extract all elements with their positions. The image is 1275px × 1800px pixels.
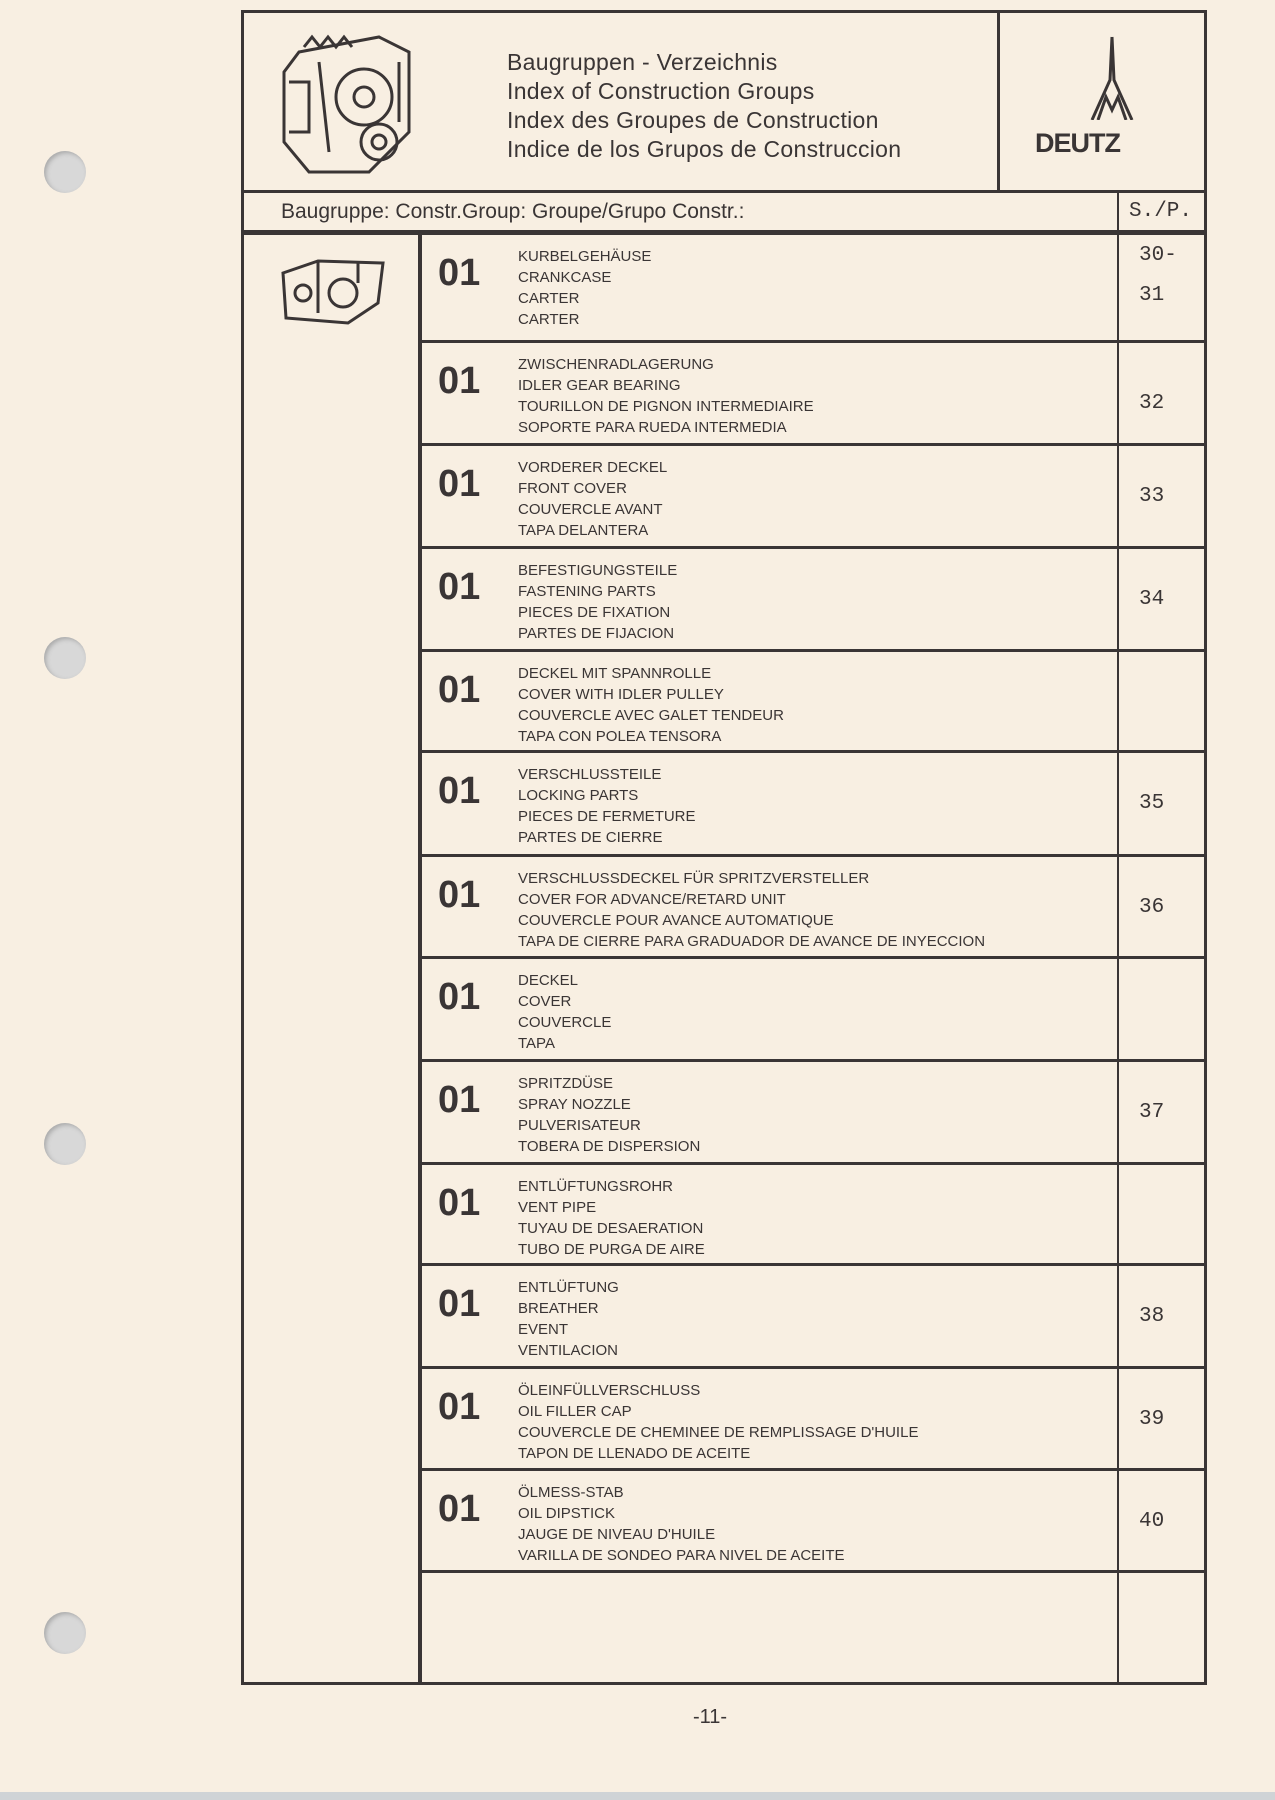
- logo-text: DEUTZ: [1035, 128, 1120, 158]
- description-line: VENT PIPE: [518, 1199, 597, 1216]
- page-reference-cell: [1117, 1165, 1207, 1263]
- description-line: JAUGE DE NIVEAU D'HUILE: [518, 1526, 716, 1543]
- description-line: TAPON DE LLENADO DE ACEITE: [518, 1445, 751, 1462]
- description-line: LOCKING PARTS: [518, 787, 639, 804]
- deutz-logo: [1030, 35, 1190, 165]
- group-number: 01: [438, 1182, 481, 1224]
- group-description: [518, 457, 1108, 541]
- group-number: 01: [438, 1488, 481, 1530]
- description-line: TUYAU DE DESAERATION: [518, 1220, 704, 1237]
- column-header-row: [241, 193, 1207, 235]
- group-description: [518, 1482, 1108, 1566]
- group-description: [518, 1073, 1108, 1157]
- title-fr: Index des Groupes de Construction: [507, 107, 879, 133]
- page-reference-cell: [1117, 235, 1207, 340]
- group-row: [422, 857, 1207, 959]
- page-reference[interactable]: 36: [1139, 896, 1165, 919]
- description-line: VENTILACION: [518, 1342, 619, 1359]
- page-reference-cell: [1117, 857, 1207, 956]
- description-line: TOBERA DE DISPERSION: [518, 1138, 701, 1155]
- description-line: CARTER: [518, 311, 580, 328]
- page-reference[interactable]: 31: [1139, 284, 1165, 307]
- page-reference-cell: [1117, 753, 1207, 854]
- group-row: [422, 343, 1207, 446]
- group-row: [422, 1369, 1207, 1471]
- description-line: FRONT COVER: [518, 480, 627, 497]
- group-row: [422, 652, 1207, 753]
- group-row: [422, 753, 1207, 857]
- page-reference[interactable]: 34: [1139, 588, 1165, 611]
- description-line: FASTENING PARTS: [518, 583, 656, 600]
- group-description: [518, 1277, 1108, 1361]
- description-line: VORDERER DECKEL: [518, 459, 668, 476]
- group-row: [422, 959, 1207, 1062]
- description-line: VERSCHLUSSDECKEL FÜR SPRITZVERSTELLER: [518, 870, 870, 887]
- description-line: COUVERCLE: [518, 1014, 612, 1031]
- description-line: TAPA DELANTERA: [518, 522, 649, 539]
- description-line: ÖLEINFÜLLVERSCHLUSS: [518, 1382, 701, 1399]
- description-line: CARTER: [518, 290, 580, 307]
- description-line: ENTLÜFTUNGSROHR: [518, 1178, 674, 1195]
- page-reference[interactable]: 38: [1139, 1305, 1165, 1328]
- page-number: -11-: [692, 1706, 728, 1728]
- group-row: [422, 1266, 1207, 1369]
- description-line: ÖLMESS-STAB: [518, 1484, 624, 1501]
- description-line: COUVERCLE POUR AVANCE AUTOMATIQUE: [518, 912, 834, 929]
- description-line: PARTES DE CIERRE: [518, 829, 663, 846]
- group-description: [518, 764, 1108, 848]
- group-row: [422, 1471, 1207, 1573]
- group-row: [422, 446, 1207, 549]
- description-line: COUVERCLE AVEC GALET TENDEUR: [518, 707, 784, 724]
- group-column-label: Baugruppe: Constr.Group: Groupe/Grupo Constr.:: [281, 200, 745, 223]
- group-number: 01: [438, 463, 481, 505]
- description-line: BEFESTIGUNGSTEILE: [518, 562, 678, 579]
- scan-edge: [0, 1792, 1275, 1800]
- description-line: ENTLÜFTUNG: [518, 1279, 619, 1296]
- binder-hole: [44, 637, 86, 679]
- binder-hole: [44, 151, 86, 193]
- page-reference-cell: [1117, 1062, 1207, 1162]
- group-number: 01: [438, 1079, 481, 1121]
- description-line: VERSCHLUSSTEILE: [518, 766, 662, 783]
- description-line: OIL FILLER CAP: [518, 1403, 632, 1420]
- description-line: DECKEL: [518, 972, 579, 989]
- binder-hole: [44, 1612, 86, 1654]
- group-number: 01: [438, 669, 481, 711]
- page-reference[interactable]: 40: [1139, 1510, 1165, 1533]
- page-reference-cell: [1117, 446, 1207, 546]
- description-line: ZWISCHENRADLAGERUNG: [518, 356, 714, 373]
- group-row: [422, 1165, 1207, 1266]
- description-line: PARTES DE FIJACION: [518, 625, 675, 642]
- group-number: 01: [438, 1386, 481, 1428]
- group-number: 01: [438, 976, 481, 1018]
- description-line: TOURILLON DE PIGNON INTERMEDIAIRE: [518, 398, 814, 415]
- group-description: [518, 1380, 1108, 1464]
- group-description: [518, 1176, 1108, 1260]
- group-number: 01: [438, 770, 481, 812]
- group-description: [518, 970, 1108, 1054]
- page-reference[interactable]: 37: [1139, 1101, 1165, 1124]
- group-number: 01: [438, 874, 481, 916]
- description-line: KURBELGEHÄUSE: [518, 248, 652, 265]
- group-row: [422, 549, 1207, 652]
- page-reference[interactable]: 30-: [1139, 244, 1177, 267]
- deutz-tower-icon: [1030, 35, 1190, 120]
- description-line: EVENT: [518, 1321, 569, 1338]
- page-reference[interactable]: 32: [1139, 392, 1165, 415]
- group-number: 01: [438, 1283, 481, 1325]
- page-reference-cell: [1117, 652, 1207, 750]
- page-reference-cell: [1117, 343, 1207, 443]
- group-description: [518, 663, 1108, 747]
- description-line: PIECES DE FERMETURE: [518, 808, 696, 825]
- description-line: OIL DIPSTICK: [518, 1505, 615, 1522]
- title-en: Index of Construction Groups: [507, 78, 815, 104]
- page-reference-cell: [1117, 1266, 1207, 1366]
- group-row: [422, 235, 1207, 343]
- page-reference[interactable]: 33: [1139, 485, 1165, 508]
- column-divider: [1117, 193, 1119, 230]
- group-description: [518, 354, 1108, 438]
- description-line: DECKEL MIT SPANNROLLE: [518, 665, 712, 682]
- group-number: 01: [438, 252, 481, 294]
- title-es: Indice de los Grupos de Construccion: [507, 136, 902, 162]
- engine-illustration-icon: [269, 22, 419, 187]
- header-titles: [507, 48, 987, 164]
- crankcase-illustration-icon: [278, 253, 388, 328]
- group-number: 01: [438, 566, 481, 608]
- description-line: PULVERISATEUR: [518, 1117, 641, 1134]
- description-line: SPRITZDÜSE: [518, 1075, 614, 1092]
- page-column-label: S./P.: [1129, 200, 1193, 223]
- description-line: BREATHER: [518, 1300, 599, 1317]
- group-row: [422, 1062, 1207, 1165]
- page-reference-cell: [1117, 1369, 1207, 1468]
- description-line: SOPORTE PARA RUEDA INTERMEDIA: [518, 419, 787, 436]
- page-reference[interactable]: 39: [1139, 1408, 1165, 1431]
- page-reference-cell: [1117, 549, 1207, 649]
- description-line: IDLER GEAR BEARING: [518, 377, 681, 394]
- binder-hole: [44, 1123, 86, 1165]
- description-line: COUVERCLE AVANT: [518, 501, 663, 518]
- description-line: PIECES DE FIXATION: [518, 604, 671, 621]
- description-line: COVER FOR ADVANCE/RETARD UNIT: [518, 891, 786, 908]
- group-number: 01: [438, 360, 481, 402]
- description-line: TAPA CON POLEA TENSORA: [518, 728, 722, 745]
- description-line: TAPA DE CIERRE PARA GRADUADOR DE AVANCE DE INYECCION: [518, 933, 986, 950]
- group-description: [518, 246, 1108, 330]
- title-de: Baugruppen - Verzeichnis: [507, 49, 778, 75]
- description-line: COUVERCLE DE CHEMINEE DE REMPLISSAGE D'HUILE: [518, 1424, 919, 1441]
- description-line: CRANKCASE: [518, 269, 612, 286]
- description-line: SPRAY NOZZLE: [518, 1096, 631, 1113]
- page-reference-cell: [1117, 959, 1207, 1059]
- group-description: [518, 560, 1108, 644]
- description-line: COVER: [518, 993, 572, 1010]
- logo-divider: [997, 10, 1000, 193]
- description-line: VARILLA DE SONDEO PARA NIVEL DE ACEITE: [518, 1547, 845, 1564]
- description-line: COVER WITH IDLER PULLEY: [518, 686, 724, 703]
- description-line: TAPA: [518, 1035, 555, 1052]
- page-reference[interactable]: 35: [1139, 792, 1165, 815]
- description-line: TUBO DE PURGA DE AIRE: [518, 1241, 705, 1258]
- group-description: [518, 868, 1108, 952]
- page-reference-cell: [1117, 1471, 1207, 1570]
